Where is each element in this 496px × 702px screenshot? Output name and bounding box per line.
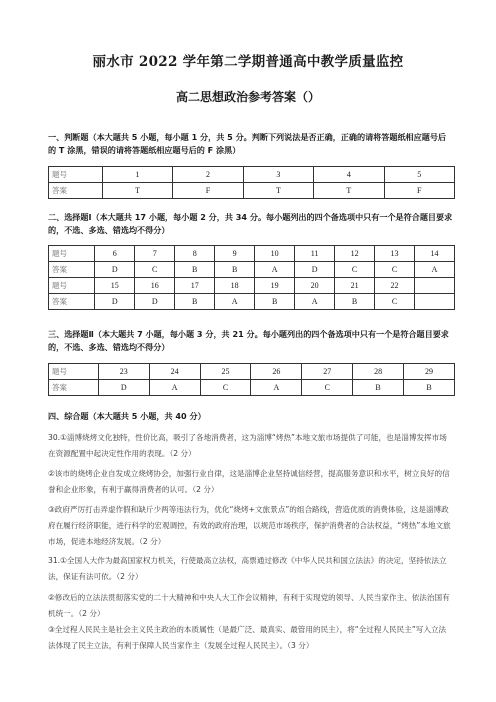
table-cell: 25 bbox=[200, 364, 251, 380]
answer-paragraph: 31.①全国人大作为最高国家权力机关，行使最高立法权，高票通过修改《中华人民共和国立法法》的决定，坚持依法立法，保证有法可依。（2 分） bbox=[48, 556, 447, 581]
row-label: 题号 bbox=[49, 364, 99, 380]
row-label: 题号 bbox=[49, 167, 103, 183]
answer-table-3 bbox=[48, 363, 455, 396]
row-label: 答案 bbox=[49, 294, 95, 310]
table-cell: D bbox=[295, 262, 335, 278]
table-cell: C bbox=[375, 262, 415, 278]
answer-paragraph: ②修改后的立法法贯彻落实党的二十大精神和中央人大工作会议精神，有利于实现党的领导、人民当家作主、依法治国有机统一。（2 分） bbox=[48, 593, 450, 618]
table-row bbox=[49, 262, 455, 278]
answer-table-2 bbox=[48, 245, 455, 310]
table-cell: 14 bbox=[415, 246, 455, 262]
table-cell bbox=[415, 294, 455, 310]
table-cell: T bbox=[243, 183, 313, 199]
table-row bbox=[49, 294, 455, 310]
section-3-heading: 三、选择题Ⅱ（本大题共 7 小题，每小题 3 分，共 21 分。每小题列出的四个备选项中只有一个是符合题目要求的，不选、多选、错选均不得分） bbox=[48, 329, 449, 352]
table-cell: D bbox=[95, 294, 135, 310]
table-cell: A bbox=[255, 262, 295, 278]
answer-paragraph: ②该市的烧烤企业自发成立烧烤协会，加强行业自律，这是淄博企业坚持诚信经营，提高服务意识和水平，树立良好的信誉和企业形象，有利于赢得消费者的认可。（2 分） bbox=[48, 469, 450, 494]
section-1-heading: 一、判断题（本大题共 5 小题，每小题 1 分，共 5 分。判断下列说法是否正确，正确的请将答题纸相应题号后的 T 涂黑，错误的请将答题纸相应题号后的 F 涂黑） bbox=[48, 132, 447, 155]
answer-paragraph: ③政府严厉打击弄虚作假和缺斤少两等违法行为，优化“烧烤+文旅景点”的组合路线，营造优质的消费体验，这是淄博政府在履行经济职能，进行科学的宏观调控，有效的政府治理，以规范市场秩序，保护消费者的合法权益，“烤热”本地文旅市场，促进本地经济发展。（2 分） bbox=[48, 505, 451, 546]
row-label: 题号 bbox=[49, 246, 95, 262]
table-cell: A bbox=[295, 294, 335, 310]
table-cell: 16 bbox=[135, 278, 175, 294]
table-cell: 7 bbox=[135, 246, 175, 262]
answer-paragraph: 30.①淄博烧烤文化独特，性价比高，吸引了各地消费者，这为淄博“烤热”本地文旅市场提供了可能，也是淄博发挥市场在资源配置中起决定性作用的表现。（2 分） bbox=[48, 433, 447, 458]
table-cell: 3 bbox=[243, 167, 313, 183]
table-cell: 22 bbox=[375, 278, 415, 294]
table-cell: 8 bbox=[175, 246, 215, 262]
table-row bbox=[49, 183, 455, 199]
table-cell: C bbox=[135, 262, 175, 278]
table-cell: 6 bbox=[95, 246, 135, 262]
table-cell: D bbox=[98, 380, 149, 396]
table-cell: A bbox=[215, 294, 255, 310]
table-cell: 19 bbox=[255, 278, 295, 294]
table-cell: 12 bbox=[335, 246, 375, 262]
table-cell: 18 bbox=[215, 278, 255, 294]
table-cell: B bbox=[353, 380, 404, 396]
table-row bbox=[49, 167, 455, 183]
table-cell: 27 bbox=[302, 364, 353, 380]
table-cell: A bbox=[149, 380, 200, 396]
row-label: 答案 bbox=[49, 183, 103, 199]
table-cell: 20 bbox=[295, 278, 335, 294]
table-cell: F bbox=[384, 183, 454, 199]
table-cell: 28 bbox=[353, 364, 404, 380]
table-cell: C bbox=[335, 262, 375, 278]
table-cell: 11 bbox=[295, 246, 335, 262]
table-cell: 5 bbox=[384, 167, 454, 183]
answer-table-1 bbox=[48, 166, 455, 199]
row-label: 答案 bbox=[49, 262, 95, 278]
table-cell: B bbox=[175, 294, 215, 310]
table-cell: B bbox=[215, 262, 255, 278]
table-row bbox=[49, 380, 455, 396]
table-cell: B bbox=[404, 380, 455, 396]
table-cell: D bbox=[95, 262, 135, 278]
section-2-heading: 二、选择题Ⅰ（本大题共 17 小题，每小题 2 分，共 34 分。每小题列出的四个备选项中只有一个是符合题目要求的，不选、多选、错选均不得分） bbox=[48, 212, 453, 235]
table-cell: 2 bbox=[173, 167, 243, 183]
table-cell: T bbox=[102, 183, 172, 199]
table-cell: 9 bbox=[215, 246, 255, 262]
table-cell: 24 bbox=[149, 364, 200, 380]
document-subtitle: 高二思想政治参考答案（） bbox=[175, 90, 320, 104]
table-cell: 1 bbox=[102, 167, 172, 183]
table-cell: A bbox=[415, 262, 455, 278]
table-cell: 13 bbox=[375, 246, 415, 262]
table-cell: 17 bbox=[175, 278, 215, 294]
table-cell: 4 bbox=[314, 167, 384, 183]
table-cell bbox=[415, 278, 455, 294]
table-cell: 29 bbox=[404, 364, 455, 380]
table-row bbox=[49, 364, 455, 380]
table-cell: C bbox=[302, 380, 353, 396]
document-title: 丽水市 2022 学年第二学期普通高中教学质量监控 bbox=[92, 54, 404, 70]
table-cell: D bbox=[135, 294, 175, 310]
table-cell: A bbox=[251, 380, 302, 396]
table-cell: 26 bbox=[251, 364, 302, 380]
table-cell: F bbox=[173, 183, 243, 199]
answer-paragraph: ③全过程人民民主是社会主义民主政治的本质属性（是最广泛、最真实、最管用的民主），将“全过程人民民主”写入立法法体现了民主立法，有利于保障人民当家作主（发展全过程人民民主）。（3 分） bbox=[48, 625, 447, 650]
table-row bbox=[49, 246, 455, 262]
section-4-heading: 四、综合题（本大题共 5 小题，共 40 分） bbox=[48, 411, 206, 421]
table-cell: C bbox=[375, 294, 415, 310]
row-label: 答案 bbox=[49, 380, 99, 396]
table-cell: B bbox=[175, 262, 215, 278]
table-cell: 23 bbox=[98, 364, 149, 380]
table-cell: C bbox=[200, 380, 251, 396]
table-cell: B bbox=[255, 294, 295, 310]
table-cell: T bbox=[314, 183, 384, 199]
table-cell: 10 bbox=[255, 246, 295, 262]
row-label: 题号 bbox=[49, 278, 95, 294]
table-cell: 21 bbox=[335, 278, 375, 294]
table-cell: 15 bbox=[95, 278, 135, 294]
table-cell: B bbox=[335, 294, 375, 310]
table-row bbox=[49, 278, 455, 294]
